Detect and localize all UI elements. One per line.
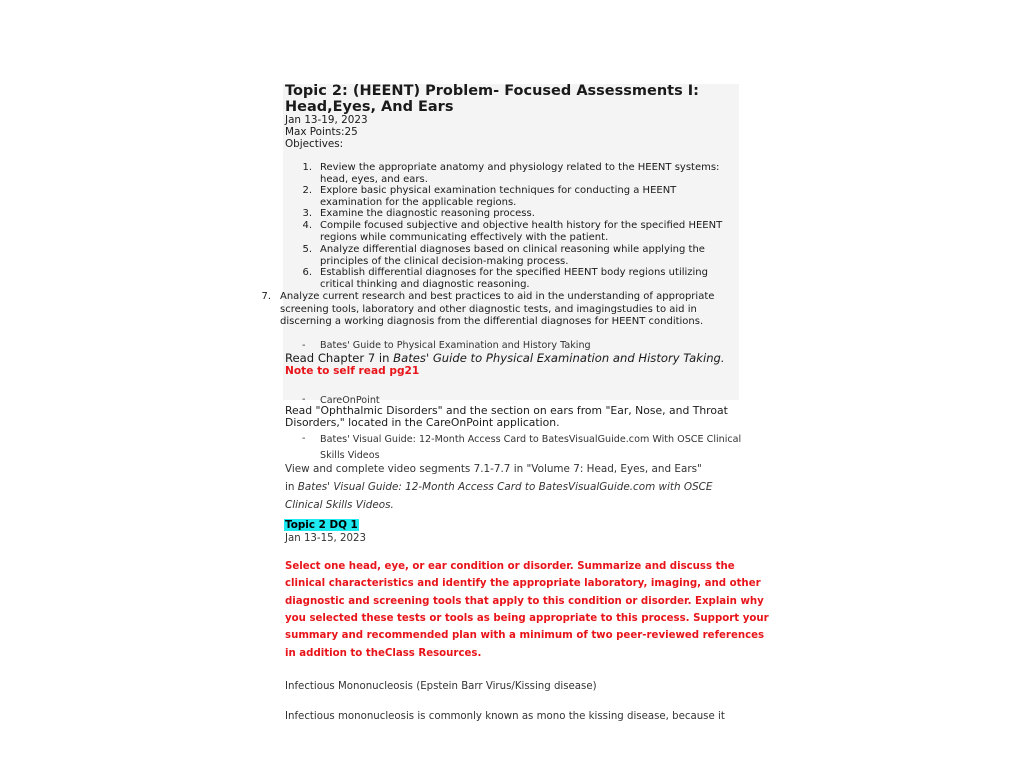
resource-visual-guide: Bates' Visual Guide: 12-Month Access Card to BatesVisualGuide.com With OSCE Clinical <box>320 434 742 445</box>
objective-text: Analyze current research and best practices to aid in the understanding of appropriate <box>280 291 715 302</box>
objective-text: Examine the diagnostic reasoning process. <box>320 208 535 219</box>
dq-label: Topic 2 DQ 1 <box>285 519 358 531</box>
max-points: Max Points:25 <box>285 126 358 138</box>
in-bates-visual-guide: in Bates' Visual Guide: 12-Month Access Card to BatesVisualGuide.com with OSCE <box>285 481 713 493</box>
careonpoint-text: Disorders," located in the CareOnPoint application. <box>285 416 560 429</box>
objective-text: examination for the applicable regions. <box>320 196 517 208</box>
bullet-dash: - <box>302 433 306 444</box>
view-and-complete: View and complete video segments 7.1-7.7 in "Volume 7: Head, Eyes, and Ears" <box>285 463 702 475</box>
note-to-self: Note to self read pg21 <box>285 365 420 377</box>
dq-prompt-line: clinical characteristics and identify the appropriate laboratory, imaging, and other <box>285 578 761 590</box>
in-bates-visual-guide-cont: Clinical Skills Videos. <box>285 499 394 511</box>
objective-text: head, eyes, and ears. <box>320 173 428 185</box>
objective-number: 1. <box>302 162 312 173</box>
objective-text: Review the appropriate anatomy and physiology related to the HEENT systems: <box>320 162 720 173</box>
dq-prompt-line: summary and recommended plan with a minimum of two peer-reviewed references <box>285 630 765 642</box>
objective-text: regions while communicating effectively with the patient. <box>320 231 609 243</box>
objective-number: 4. <box>302 220 312 231</box>
objective-text: Analyze differential diagnoses based on clinical reasoning while applying the <box>320 244 705 255</box>
dq-prompt-line: in addition to theClass Resources. <box>285 647 482 659</box>
dq-prompt-line: diagnostic and screening tools that apply to this condition or disorder. Explain why <box>285 595 764 607</box>
resource-bates-guide: Bates' Guide to Physical Examination and History Taking <box>320 340 591 351</box>
dq-prompt-line: Select one head, eye, or ear condition or disorder. Summarize and discuss the <box>285 561 735 572</box>
resource-careonpoint: CareOnPoint <box>320 395 380 406</box>
objective-text: Compile focused subjective and objective health history for the specified HEENT <box>320 220 723 231</box>
page-title-line1: Topic 2: (HEENT) Problem- Focused Assessments I: <box>285 83 699 99</box>
dq-prompt-line: you selected these tests or tools as being appropriate to this process. Support your <box>285 612 769 624</box>
objective-number: 2. <box>302 185 312 196</box>
objective-text: Explore basic physical examination techniques for conducting a HEENT <box>320 185 677 196</box>
answer-title: Infectious Mononucleosis (Epstein Barr Virus/Kissing disease) <box>285 681 597 692</box>
read-chapter-7: Read Chapter 7 in Bates' Guide to Physical Examination and History Taking. <box>285 351 725 365</box>
bullet-dash: - <box>302 394 306 405</box>
objective-text: principles of the clinical decision-making process. <box>320 255 569 267</box>
objective-text: critical thinking and diagnostic reasoning. <box>320 278 530 290</box>
objective-text: discerning a working diagnosis from the differential diagnoses for HEENT conditions. <box>280 316 704 327</box>
objective-number: 6. <box>302 267 312 278</box>
objective-number: 5. <box>302 244 312 255</box>
answer-paragraph: Infectious mononucleosis is commonly known as mono the kissing disease, because it <box>285 711 725 722</box>
bullet-dash: - <box>302 340 306 351</box>
objective-text: screening tools, laboratory and other diagnostic tests, and imagingstudies to aid in <box>280 303 697 315</box>
careonpoint-text: Read "Ophthalmic Disorders" and the section on ears from "Ear, Nose, and Throat <box>285 404 728 417</box>
objective-text: Establish differential diagnoses for the specified HEENT body regions utilizing <box>320 267 708 278</box>
objectives-label: Objectives: <box>285 138 344 150</box>
objective-number: 7. <box>261 291 271 302</box>
objective-number: 3. <box>302 208 312 219</box>
topic-dates: Jan 13-19, 2023 <box>285 114 368 126</box>
resource-visual-guide: Skills Videos <box>320 450 380 461</box>
dq-dates: Jan 13-15, 2023 <box>285 533 366 544</box>
dq-label-wrapper <box>284 516 359 532</box>
page-title-line2: Head,Eyes, And Ears <box>285 99 454 115</box>
